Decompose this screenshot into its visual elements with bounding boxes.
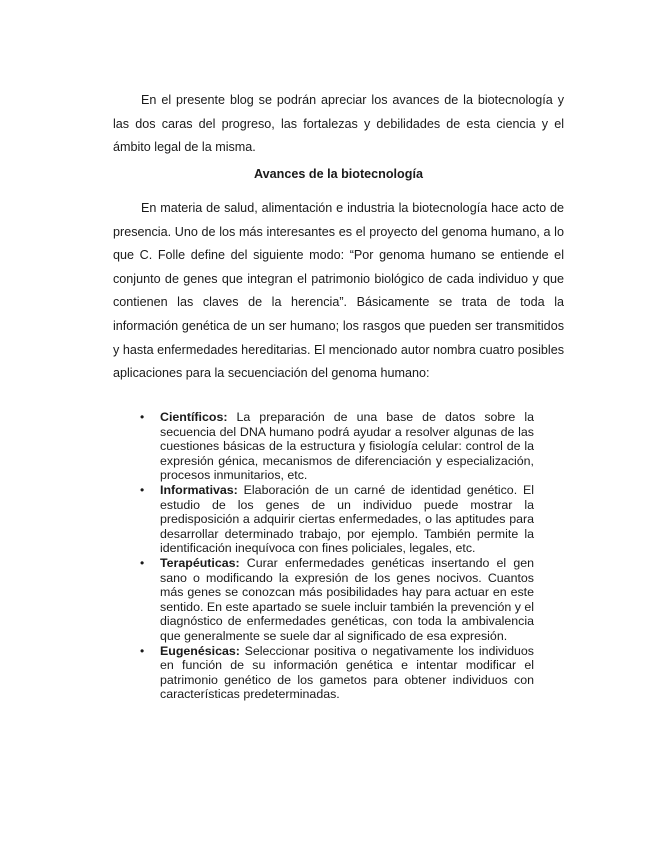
bullet-icon: • bbox=[140, 643, 145, 658]
item-term: Terapéuticas: bbox=[160, 555, 240, 570]
list-item bbox=[139, 644, 534, 702]
item-text: Curar enfermedades genéticas insertando el gen sano o modificando la expresión de los genes nocivos. Cuantos más genes se conozcan más posibilidades hay para actuar en este sentido. En este apartado se suele incluir también la prevención y el diagnóstico de enfermedades genéticas, con toda la ambivalencia que generalmente se suele dar al significado de esa expresión. bbox=[160, 555, 535, 643]
item-term: Eugenésicas: bbox=[160, 643, 240, 658]
section-heading: Avances de la biotecnología bbox=[254, 167, 423, 181]
bullet-icon: • bbox=[140, 410, 145, 424]
list-item bbox=[139, 483, 534, 556]
intro-paragraph: En el presente blog se podrán apreciar los avances de la biotecnología y las dos caras del progreso, las fortalezas y debilidades de esta ciencia y el ámbito legal de la misma. bbox=[113, 93, 564, 155]
item-text: Seleccionar positiva o negativamente los individuos en función de su información genética e intentar modificar el patrimonio genético de los gametos para obtener individuos con características predeterminadas. bbox=[160, 643, 534, 702]
item-text: La preparación de una base de datos sobre la secuencia del DNA humano podrá ayudar a resolver algunas de las cuestiones básicas de la estructura y fisiología celular: control de la expresión génica, mecanismos de diferenciación y especialización, procesos inmunitarios, etc. bbox=[160, 410, 534, 483]
list-item bbox=[139, 556, 534, 644]
bullet-icon: • bbox=[140, 482, 145, 497]
item-term: Informativas: bbox=[160, 482, 238, 497]
bullet-icon: • bbox=[140, 555, 145, 570]
genome-paragraph: En materia de salud, alimentación e industria la biotecnología hace acto de presencia. Uno de los más interesantes es el proyecto del genoma humano, a lo que C. Folle define del siguiente modo: “Por genoma humano se entiende el conjunto de genes que integran el patrimonio biológico de cada individuo y que contienen las claves de la herencia”. Básicamente se trata de toda la información genética de un ser humano; los rasgos que pueden ser transmitidos y hasta enfermedades hereditarias. El mencionado autor nombra cuatro posibles aplicaciones para la secuenciación del genoma humano: bbox=[113, 201, 564, 381]
item-term: Científicos: bbox=[160, 410, 228, 424]
list-item bbox=[139, 410, 534, 483]
item-text: Elaboración de un carné de identidad genético. El estudio de los genes de un individuo puede mostrar la predisposición a adquirir ciertas enfermedades, o las aptitudes para desarrollar determinado trabajo, por ejemplo. También permite la identificación inequívoca con fines policiales, legales, etc. bbox=[160, 482, 534, 556]
applications-list bbox=[139, 410, 534, 702]
